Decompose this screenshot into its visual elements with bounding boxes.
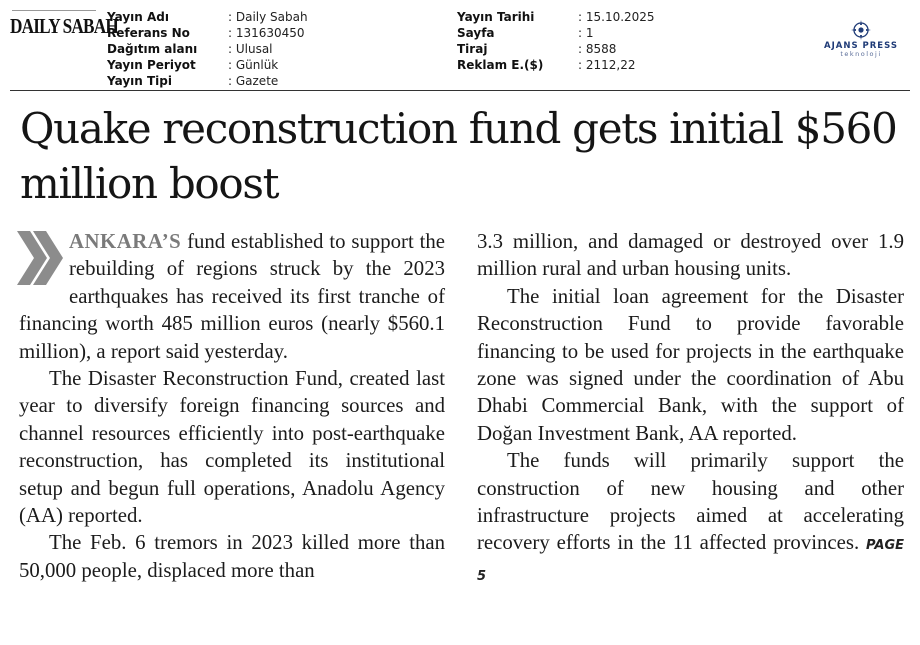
logo-tagline: teknoloji [840, 50, 882, 58]
meta-row [457, 25, 655, 41]
article-paragraph: The Disaster Reconstruction Fund, created last year to diversify foreign financing sources and channel resources efficiently into post-earthquake reconstruction, has completed its institutional setup and begun full operations, Anadolu Agency (AA) reported. [19, 367, 445, 528]
article-paragraph [19, 228, 445, 365]
meta-label: Sayfa [457, 26, 495, 40]
meta-row [457, 57, 655, 73]
meta-value: : Ulusal [228, 42, 273, 56]
ajans-press-compass-icon [851, 20, 871, 40]
meta-label: Reklam E.($) [457, 58, 544, 72]
meta-row [107, 73, 308, 89]
meta-row [457, 41, 655, 57]
meta-row [107, 9, 308, 25]
meta-label: Yayın Tipi [107, 74, 172, 88]
meta-value: : 8588 [578, 42, 617, 56]
paragraph-text: The funds will primarily support the construction of new housing and other infrastructure projects aimed at accelerating recovery efforts in the 11 affected provinces. [477, 449, 904, 555]
masthead-rule [12, 10, 96, 13]
meta-value: : Günlük [228, 58, 279, 72]
meta-row [457, 9, 655, 25]
meta-value: : Daily Sabah [228, 10, 308, 24]
logo-brand: AJANS PRESS [824, 41, 898, 51]
meta-row [107, 41, 308, 57]
article-paragraph: The Feb. 6 tremors in 2023 killed more than 50,000 people, displaced more than [19, 531, 445, 582]
chevron-right-icon [17, 231, 63, 285]
page-jump-link[interactable]: PAGE 5 [477, 538, 904, 584]
article-paragraph: 3.3 million, and damaged or destroyed over 1.9 million rural and urban housing units. [477, 230, 904, 281]
article-column-right [477, 228, 904, 590]
meta-value: : 15.10.2025 [578, 10, 655, 24]
meta-value: : 1 [578, 26, 594, 40]
meta-value: : Gazete [228, 74, 279, 88]
meta-label: Yayın Periyot [107, 58, 196, 72]
article-paragraph [477, 447, 904, 590]
article-headline: Quake reconstruction fund gets initial $560 million boost [20, 104, 897, 208]
article-column-left [19, 228, 445, 584]
meta-label: Yayın Tarihi [457, 10, 535, 24]
meta-row [107, 25, 308, 41]
meta-label: Tiraj [457, 42, 488, 56]
article-dateline: ANKARA’S [69, 230, 182, 253]
meta-label: Dağıtım alanı [107, 42, 198, 56]
newspaper-masthead: DAILY SABAH [10, 14, 118, 38]
header-divider [10, 90, 910, 91]
meta-label: Yayın Adı [107, 10, 169, 24]
meta-value: : 131630450 [228, 26, 305, 40]
paragraph-text: fund established to support the rebuilding of regions struck by the 2023 earthquakes has received its first tranche of financing worth 485 million euros (nearly $560.1 million), a report said yesterday. [19, 230, 445, 363]
ajans-press-logo [815, 20, 907, 58]
clipping-meta-left [107, 9, 308, 89]
clipping-meta-right [457, 9, 655, 73]
meta-label: Referans No [107, 26, 190, 40]
article-paragraph: The initial loan agreement for the Disaster Reconstruction Fund to provide favorable financing to be used for projects in the earthquake zone was signed under the coordination of Abu Dhabi Commercial Bank, with the support of Doğan Investment Bank, AA reported. [477, 284, 904, 445]
meta-row [107, 57, 308, 73]
meta-value: : 2112,22 [578, 58, 636, 72]
